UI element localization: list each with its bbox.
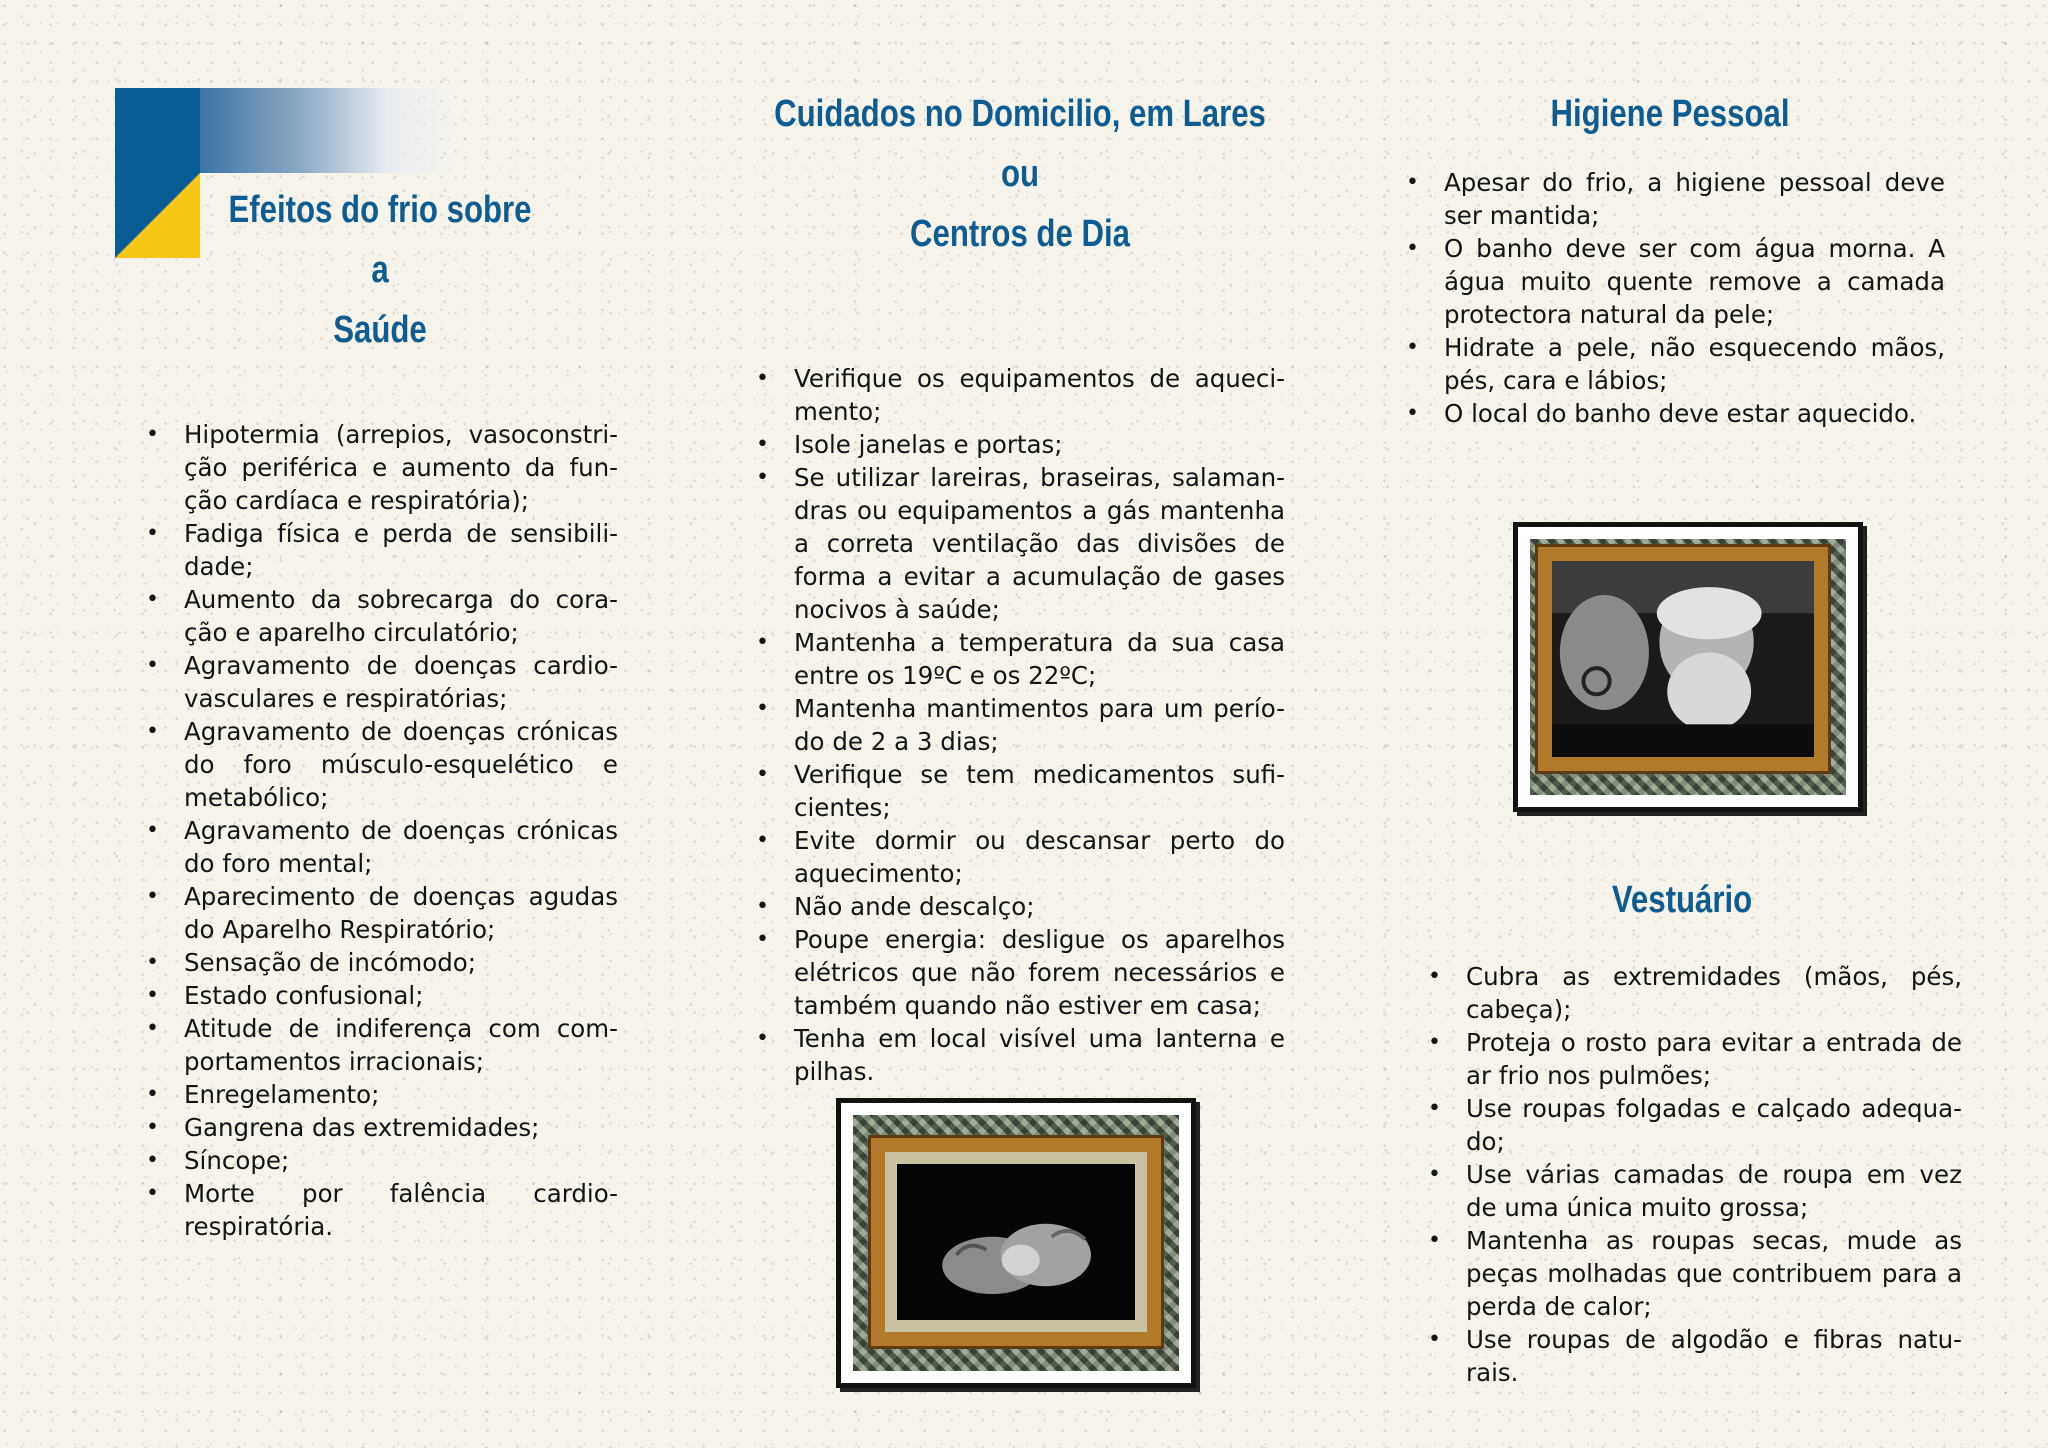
- care-list: [750, 362, 1285, 1088]
- column-care: [750, 84, 1285, 1088]
- gold-frame: [871, 1138, 1161, 1346]
- list-item: • Mantenha a temperatura da sua casa entre os 19ºC e os 22ºC;: [750, 626, 1285, 692]
- list-item: • Gangrena das extremidades;: [140, 1111, 618, 1144]
- column-effects: [140, 180, 620, 1243]
- list-item: • O local do banho deve estar aquecido.: [1400, 397, 1945, 430]
- column-clothing: [1422, 870, 1967, 1389]
- clothing-list: [1422, 960, 1962, 1389]
- section-heading-clothing: Vestuário: [1611, 879, 1753, 921]
- list-item: • Evite dormir ou descansar perto do aquecimento;: [750, 824, 1285, 890]
- hands-photo: [897, 1164, 1135, 1320]
- list-item: • Atitude de indiferença com com-portamentos irracionais;: [140, 1012, 618, 1078]
- heading-line: Centros de Dia: [910, 213, 1130, 255]
- list-item: • O banho deve ser com água morna. A água muito quente remove a camada protectora natural da pele;: [1400, 232, 1945, 331]
- list-item: • Verifique se tem medicamentos sufi-cientes;: [750, 758, 1285, 824]
- list-item: • Mantenha as roupas secas, mude as peças molhadas que contribuem para a perda de calor;: [1422, 1224, 1962, 1323]
- list-item: • Hidrate a pele, não esquecendo mãos, pés, cara e lábios;: [1400, 331, 1945, 397]
- photo-content: [1552, 561, 1814, 757]
- photo-hands-frame: [836, 1098, 1196, 1388]
- list-item: • Agravamento de doenças cardio-vasculares e respiratórias;: [140, 649, 618, 715]
- list-item: • Morte por falência cardio-respiratória.: [140, 1177, 618, 1243]
- gold-frame: [1538, 547, 1828, 771]
- list-item: • Mantenha mantimentos para um perío-do de 2 a 3 dias;: [750, 692, 1285, 758]
- list-item: • Sensação de incómodo;: [140, 946, 618, 979]
- list-item: • Proteja o rosto para evitar a entrada de ar frio nos pulmões;: [1422, 1026, 1962, 1092]
- column-hygiene: [1400, 84, 1945, 430]
- list-item: • Verifique os equipamentos de aqueci-mento;: [750, 362, 1285, 428]
- list-item: • Poupe energia: desligue os aparelhos elétricos que não forem necessários e também quando não estiver em casa;: [750, 923, 1285, 1022]
- list-item: • Tenha em local visível uma lanterna e pilhas.: [750, 1022, 1285, 1088]
- effects-list: [140, 418, 618, 1243]
- photo-elderly-men-frame: [1513, 522, 1863, 812]
- list-item: • Agravamento de doenças crónicas do foro mental;: [140, 814, 618, 880]
- list-item: • Fadiga física e perda de sensibili-dade;: [140, 517, 618, 583]
- list-item: • Síncope;: [140, 1144, 618, 1177]
- list-item: • Apesar do frio, a higiene pessoal deve ser mantida;: [1400, 166, 1945, 232]
- heading-line: Saúde: [333, 309, 427, 351]
- list-item: • Estado confusional;: [140, 979, 618, 1012]
- list-item: • Não ande descalço;: [750, 890, 1285, 923]
- list-item: • Use roupas folgadas e calçado adequa-do;: [1422, 1092, 1962, 1158]
- hygiene-list: [1400, 166, 1945, 430]
- list-item: • Isole janelas e portas;: [750, 428, 1285, 461]
- section-heading-effects: [224, 180, 536, 360]
- list-item: • Agravamento de doenças crónicas do foro músculo-esquelético e metabólico;: [140, 715, 618, 814]
- list-item: • Se utilizar lareiras, braseiras, salaman-dras ou equipamentos a gás mantenha a correta ventilação das divisões de forma a evitar a acumulação de gases nocivos à saúde;: [750, 461, 1285, 626]
- list-item: • Cubra as extremidades (mãos, pés, cabeça);: [1422, 960, 1962, 1026]
- section-heading-care: [774, 84, 1266, 264]
- list-item: • Use roupas de algodão e fibras natu-rais.: [1422, 1323, 1962, 1389]
- list-item: • Use várias camadas de roupa em vez de uma única muito grossa;: [1422, 1158, 1962, 1224]
- section-heading-hygiene: Higiene Pessoal: [1550, 93, 1790, 135]
- list-item: • Enregelamento;: [140, 1078, 618, 1111]
- photo-mat: [885, 1152, 1147, 1332]
- list-item: • Hipotermia (arrepios, vasoconstri-ção periférica e aumento da fun-ção cardíaca e respiratória);: [140, 418, 618, 517]
- list-item: • Aumento da sobrecarga do cora-ção e aparelho circulatório;: [140, 583, 618, 649]
- heading-line: Cuidados no Domicilio, em Lares ou: [774, 93, 1266, 195]
- heading-line: Efeitos do frio sobre a: [228, 189, 532, 291]
- list-item: • Aparecimento de doenças agudas do Aparelho Respiratório;: [140, 880, 618, 946]
- elderly-men-photo: [1552, 561, 1814, 757]
